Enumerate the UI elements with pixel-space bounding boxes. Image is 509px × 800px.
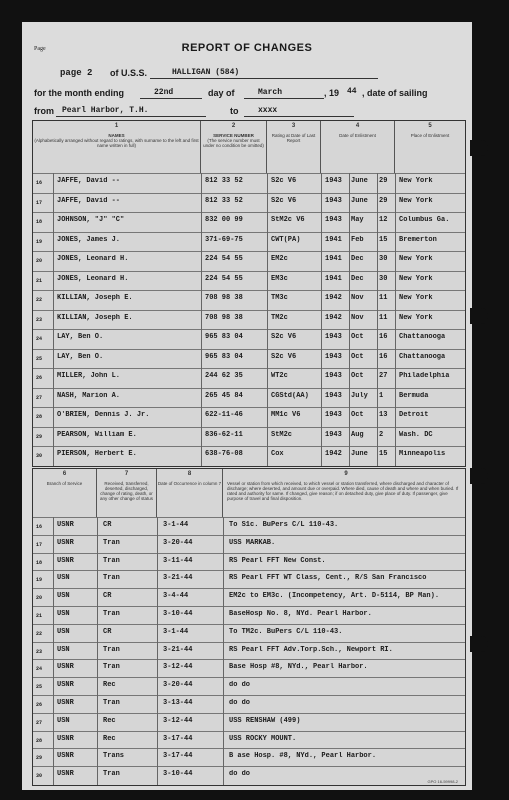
enlist-day-cell: 11 <box>379 294 388 302</box>
table-row <box>33 232 465 253</box>
table-row <box>33 349 465 370</box>
rating-cell: S2c V6 <box>271 333 297 341</box>
branch-cell: USNR <box>57 521 74 529</box>
enlist-place-cell: Bremerton <box>399 235 437 244</box>
row-number: 29 <box>36 433 43 440</box>
table-row <box>33 329 465 350</box>
row-number: 21 <box>36 613 43 619</box>
enlist-day-cell: 16 <box>379 333 388 341</box>
status-cell: Rec <box>103 734 116 743</box>
rating-cell: StM2c <box>271 430 293 439</box>
row-number: 21 <box>36 277 43 284</box>
name-cell: LAY, Ben O. <box>57 333 104 341</box>
row-number: 20 <box>36 258 43 264</box>
enlist-month-cell: Nov <box>351 313 364 322</box>
remarks-cell: B ase Hosp. #8, NYd., Pearl Harbor. <box>229 752 377 761</box>
row-number: 30 <box>36 453 43 459</box>
branch-cell: USNR <box>57 699 74 707</box>
name-cell: JAFFE, David -- <box>57 196 121 205</box>
row-number: 16 <box>36 180 43 186</box>
enlist-year-cell: 1943 <box>325 352 342 361</box>
enlist-place-cell: New York <box>399 274 433 283</box>
month-value: March <box>258 88 283 97</box>
changes-table-header <box>33 469 465 518</box>
enlist-year-cell: 1943 <box>325 411 342 419</box>
enlist-year-cell: 1941 <box>325 255 342 263</box>
name-cell: JONES, Leonard H. <box>57 255 129 263</box>
remarks-cell: RS Pearl FFT Adv.Torp.Sch., Newport RI. <box>229 645 393 654</box>
table-row <box>33 427 465 448</box>
service-number-cell: 224 54 55 <box>205 255 243 263</box>
status-cell: Tran <box>103 610 120 618</box>
remarks-cell: USS RENSHAW (499) <box>229 716 301 725</box>
enlist-month-cell: Feb <box>351 235 364 244</box>
status-cell: Tran <box>103 645 120 654</box>
col-branch-header: 6 Branch of Service <box>33 469 97 517</box>
year-prefix: , 19 <box>324 88 340 98</box>
rating-cell: S2c V6 <box>271 352 297 361</box>
binder-tab <box>470 636 488 652</box>
enlist-place-cell: Chattanooga <box>399 352 446 361</box>
service-number-cell: 832 00 99 <box>205 216 243 224</box>
rating-cell: Cox <box>271 450 284 458</box>
rating-cell: EM3c <box>271 274 288 283</box>
enlistment-table-header <box>33 121 465 174</box>
row-number: 24 <box>36 666 43 673</box>
name-cell: KILLIAN, Joseph E. <box>57 294 133 302</box>
col-enlist-place-header: 5 Place of Enlistment <box>410 123 450 138</box>
occurrence-date-cell: 3-10-44 <box>163 770 193 779</box>
binder-tab <box>470 308 488 324</box>
branch-cell: USN <box>57 627 70 636</box>
branch-cell: USN <box>57 716 70 725</box>
occurrence-date-cell: 3-17-44 <box>163 734 193 743</box>
enlist-year-cell: 1943 <box>325 177 342 185</box>
enlist-month-cell: Aug <box>351 430 364 439</box>
column-divider <box>321 173 322 466</box>
remarks-cell: RS Pearl FFT WT Class, Cent., R/S San Francisco <box>229 574 427 583</box>
enlist-year-cell: 1943 <box>325 216 342 224</box>
day-value: 22nd <box>154 88 174 97</box>
service-number-cell: 708 98 38 <box>205 313 243 322</box>
service-number-cell: 371-69-75 <box>205 235 243 244</box>
table-row <box>33 407 465 428</box>
enlist-place-cell: Wash. DC <box>399 430 433 439</box>
rating-cell: WT2c <box>271 372 288 380</box>
binder-tab <box>470 140 488 156</box>
status-cell: Trans <box>103 752 125 761</box>
remarks-cell: BaseHosp No. 8, NYd. Pearl Harbor. <box>229 610 372 618</box>
row-number: 22 <box>36 297 43 303</box>
enlist-place-cell: Philadelphia <box>399 372 450 380</box>
table-row <box>33 446 465 467</box>
name-cell: JOHNSON, "J" "C" <box>57 216 125 224</box>
status-cell: Tran <box>103 574 120 583</box>
column-divider <box>53 517 54 785</box>
enlist-day-cell: 29 <box>379 196 388 205</box>
table-row <box>33 193 465 214</box>
occurrence-date-cell: 3-20-44 <box>163 681 193 690</box>
enlist-place-cell: Minneapolis <box>399 450 446 458</box>
enlist-place-cell: Detroit <box>399 411 429 419</box>
name-cell: NASH, Marion A. <box>57 391 121 400</box>
service-number-cell: 965 83 04 <box>205 333 243 341</box>
enlist-day-cell: 15 <box>379 235 388 244</box>
row-number: 20 <box>36 595 43 602</box>
form-number: GPO 16-59998-2 <box>427 779 458 784</box>
row-number: 27 <box>36 394 43 401</box>
branch-cell: USN <box>57 592 70 601</box>
remarks-cell: USS ROCKY MOUNT. <box>229 734 297 743</box>
remarks-cell: do do <box>229 681 251 690</box>
occurrence-date-cell: 3-21-44 <box>163 645 193 654</box>
occurrence-date-cell: 3-4-44 <box>163 592 189 601</box>
status-cell: Tran <box>103 770 120 779</box>
col-date-header: 8 Date of Occurrence in column 7 <box>157 469 223 517</box>
table-row <box>33 368 465 389</box>
enlist-day-cell: 11 <box>379 313 388 322</box>
enlist-month-cell: Oct <box>351 411 364 419</box>
service-number-cell: 638-76-08 <box>205 450 243 458</box>
sailing-label: , date of sailing <box>362 88 428 98</box>
branch-cell: USN <box>57 645 70 654</box>
service-number-cell: 265 45 84 <box>205 391 243 400</box>
day-of-label: day of <box>208 88 235 98</box>
enlist-month-cell: June <box>351 177 368 185</box>
occurrence-date-cell: 3-17-44 <box>163 752 193 761</box>
document-page <box>22 22 472 790</box>
enlist-month-cell: Oct <box>351 333 364 341</box>
col-rating-header: 3 Rating at Date of Last Report <box>267 121 321 173</box>
binder-tab <box>470 468 488 484</box>
name-cell: LAY, Ben O. <box>57 352 104 361</box>
enlist-year-cell: 1943 <box>325 372 342 380</box>
row-number: 17 <box>36 199 43 206</box>
enlist-month-cell: June <box>351 450 368 458</box>
enlist-day-cell: 2 <box>379 430 384 439</box>
rating-cell: S2c V6 <box>271 177 297 185</box>
branch-cell: USNR <box>57 538 74 547</box>
name-cell: PEARSON, William E. <box>57 430 137 439</box>
branch-cell: USNR <box>57 752 74 761</box>
name-cell: MILLER, John L. <box>57 372 121 380</box>
status-cell: Tran <box>103 538 120 547</box>
rating-cell: CWT(PA) <box>271 235 301 244</box>
enlist-year-cell: 1942 <box>325 313 342 322</box>
row-number: 26 <box>36 375 43 381</box>
enlist-day-cell: 30 <box>379 255 388 263</box>
row-number: 27 <box>36 719 43 726</box>
table-row <box>33 212 465 233</box>
enlist-year-cell: 1943 <box>325 333 342 341</box>
ship-name: HALLIGAN (584) <box>172 68 240 77</box>
remarks-cell: do do <box>229 770 251 779</box>
page-number: page 2 <box>60 68 93 78</box>
enlist-day-cell: 1 <box>379 391 384 400</box>
branch-cell: USNR <box>57 734 74 743</box>
col-status-header: 7 Received, transferred, deserted, discharged, change of rating, death, or any other change of status <box>97 469 157 517</box>
column-divider <box>157 517 158 785</box>
enlist-month-cell: Oct <box>351 372 364 380</box>
enlist-year-cell: 1943 <box>325 196 342 205</box>
remarks-cell: USS MARKAB. <box>229 538 276 547</box>
of-uss-label: of U.S.S. <box>110 68 148 78</box>
enlist-year-cell: 1942 <box>325 294 342 302</box>
name-cell: KILLIAN, Joseph E. <box>57 313 133 322</box>
enlist-place-cell: New York <box>399 313 433 322</box>
enlist-place-cell: New York <box>399 196 433 205</box>
occurrence-date-cell: 3-1-44 <box>163 521 189 529</box>
column-divider <box>97 517 98 785</box>
enlist-day-cell: 15 <box>379 450 388 458</box>
service-number-cell: 812 33 52 <box>205 196 243 205</box>
remarks-cell: RS Pearl FFT New Const. <box>229 556 326 565</box>
service-number-cell: 965 83 04 <box>205 352 243 361</box>
table-row <box>33 310 465 331</box>
enlist-place-cell: Bermuda <box>399 391 429 400</box>
row-number: 19 <box>36 577 43 584</box>
occurrence-date-cell: 3-13-44 <box>163 699 193 707</box>
row-number: 18 <box>36 559 43 566</box>
branch-cell: USNR <box>57 770 74 779</box>
row-number: 23 <box>36 648 43 655</box>
branch-cell: USNR <box>57 556 74 565</box>
month-label: for the month ending <box>34 88 124 98</box>
col-service-header: 2 SERVICE NUMBER (The service number must under no condition be omitted) <box>201 121 267 173</box>
row-number: 28 <box>36 737 43 744</box>
occurrence-date-cell: 3-1-44 <box>163 627 189 636</box>
status-cell: Rec <box>103 716 116 725</box>
rating-cell: S2c V6 <box>271 196 297 205</box>
enlist-month-cell: Nov <box>351 294 364 302</box>
column-divider <box>267 173 268 466</box>
row-number: 26 <box>36 702 43 708</box>
row-number: 16 <box>36 524 43 530</box>
rating-cell: TM3c <box>271 294 288 302</box>
enlist-month-cell: Oct <box>351 352 364 361</box>
page-label: Page <box>34 46 46 52</box>
enlist-place-cell: New York <box>399 177 433 185</box>
row-number: 23 <box>36 316 43 323</box>
enlist-place-cell: Chattanooga <box>399 333 446 341</box>
enlist-day-cell: 13 <box>379 411 388 419</box>
status-cell: CR <box>103 592 112 601</box>
remarks-cell: EM2c to EM3c. (Incompetency, Art. D-5114, BP Man). <box>229 592 440 601</box>
status-cell: Tran <box>103 663 120 672</box>
row-number: 22 <box>36 630 43 637</box>
from-label: from <box>34 106 54 116</box>
enlist-month-cell: Dec <box>351 274 364 283</box>
changes-table <box>32 468 466 786</box>
occurrence-date-cell: 3-20-44 <box>163 538 193 547</box>
enlist-day-cell: 30 <box>379 274 388 283</box>
status-cell: CR <box>103 627 112 636</box>
rating-cell: CGStd(AA) <box>271 391 309 400</box>
report-title: REPORT OF CHANGES <box>181 42 313 54</box>
enlist-month-cell: Dec <box>351 255 364 263</box>
occurrence-date-cell: 3-11-44 <box>163 556 193 565</box>
branch-cell: USNR <box>57 663 74 672</box>
row-number: 28 <box>36 414 43 420</box>
table-row <box>33 271 465 292</box>
branch-cell: USNR <box>57 681 74 690</box>
status-cell: Rec <box>103 681 116 690</box>
row-number: 25 <box>36 684 43 691</box>
col-enlist-date-header: 4 Date of Enlistment <box>321 121 395 173</box>
col-remarks-header: 9 Vessel or station from which received, to which vessel or station transferred, where discharged and character of discharge; where deserted, and amount due or overpaid. Where died, cause of death and where and when buried. If rated and authority for same. If changed, give reason; if on detached duty, give place of duty. If passenger, give purpose of travel and final disposition. <box>227 471 459 501</box>
occurrence-date-cell: 3-21-44 <box>163 574 193 583</box>
service-number-cell: 622-11-46 <box>205 411 243 419</box>
remarks-cell: To S1c. BuPers C/L 110-43. <box>229 521 339 529</box>
service-number-cell: 244 62 35 <box>205 372 243 380</box>
enlist-year-cell: 1941 <box>325 235 342 244</box>
rating-cell: StM2c V6 <box>271 216 305 224</box>
to-place: xxxx <box>258 106 278 115</box>
name-cell: PIERSON, Herbert E. <box>57 450 137 458</box>
row-number: 25 <box>36 355 43 362</box>
year-value: 44 <box>347 87 357 96</box>
name-cell: JONES, James J. <box>57 235 121 244</box>
rating-cell: TM2c <box>271 313 288 322</box>
occurrence-date-cell: 3-12-44 <box>163 663 193 672</box>
branch-cell: USN <box>57 610 70 618</box>
enlist-year-cell: 1943 <box>325 391 342 400</box>
column-divider <box>395 173 396 466</box>
table-row <box>33 251 465 272</box>
service-number-cell: 708 98 38 <box>205 294 243 302</box>
enlist-month-cell: June <box>351 196 368 205</box>
table-row <box>33 173 465 194</box>
row-number: 18 <box>36 219 43 225</box>
enlist-day-cell: 16 <box>379 352 388 361</box>
enlistment-table <box>32 120 466 467</box>
enlist-place-cell: New York <box>399 294 433 302</box>
enlist-day-cell: 27 <box>379 372 388 380</box>
service-number-cell: 224 54 55 <box>205 274 243 283</box>
occurrence-date-cell: 3-10-44 <box>163 610 193 618</box>
name-cell: JAFFE, David -- <box>57 177 121 185</box>
row-number: 24 <box>36 336 43 342</box>
column-divider <box>349 173 350 466</box>
row-number: 17 <box>36 541 43 548</box>
enlist-month-cell: May <box>351 216 364 224</box>
from-place: Pearl Harbor, T.H. <box>62 106 149 115</box>
rating-cell: MM1c V6 <box>271 411 301 419</box>
column-divider <box>223 517 224 785</box>
enlist-year-cell: 1941 <box>325 274 342 283</box>
enlist-day-cell: 29 <box>379 177 388 185</box>
remarks-cell: do do <box>229 699 251 707</box>
enlist-place-cell: Columbus Ga. <box>399 216 450 224</box>
rating-cell: EM2c <box>271 255 288 263</box>
enlist-place-cell: New York <box>399 255 433 263</box>
occurrence-date-cell: 3-12-44 <box>163 716 193 725</box>
column-divider <box>53 173 54 466</box>
branch-cell: USN <box>57 574 70 583</box>
col-names-header: 1 NAMES (Alphabetically arranged without regard to ratings, with surname to the left and first name written in full) <box>33 121 201 173</box>
service-number-cell: 812 33 52 <box>205 177 243 185</box>
row-number: 29 <box>36 755 43 762</box>
remarks-cell: To TM2c. BuPers C/L 110-43. <box>229 627 343 636</box>
name-cell: O'BRIEN, Dennis J. Jr. <box>57 411 150 419</box>
column-divider <box>201 173 202 466</box>
enlist-month-cell: July <box>351 391 368 400</box>
status-cell: CR <box>103 521 112 529</box>
enlist-year-cell: 1943 <box>325 430 342 439</box>
to-label: to <box>230 106 239 116</box>
status-cell: Tran <box>103 556 120 565</box>
service-number-cell: 836-62-11 <box>205 430 243 439</box>
status-cell: Tran <box>103 699 120 707</box>
row-number: 30 <box>36 773 43 780</box>
enlist-year-cell: 1942 <box>325 450 342 458</box>
row-number: 19 <box>36 238 43 245</box>
remarks-cell: Base Hosp #8, NYd., Pearl Harbor. <box>229 663 368 672</box>
table-row <box>33 388 465 409</box>
enlist-day-cell: 12 <box>379 216 388 224</box>
name-cell: JONES, Leonard H. <box>57 274 129 283</box>
column-divider <box>377 173 378 466</box>
table-row <box>33 290 465 311</box>
